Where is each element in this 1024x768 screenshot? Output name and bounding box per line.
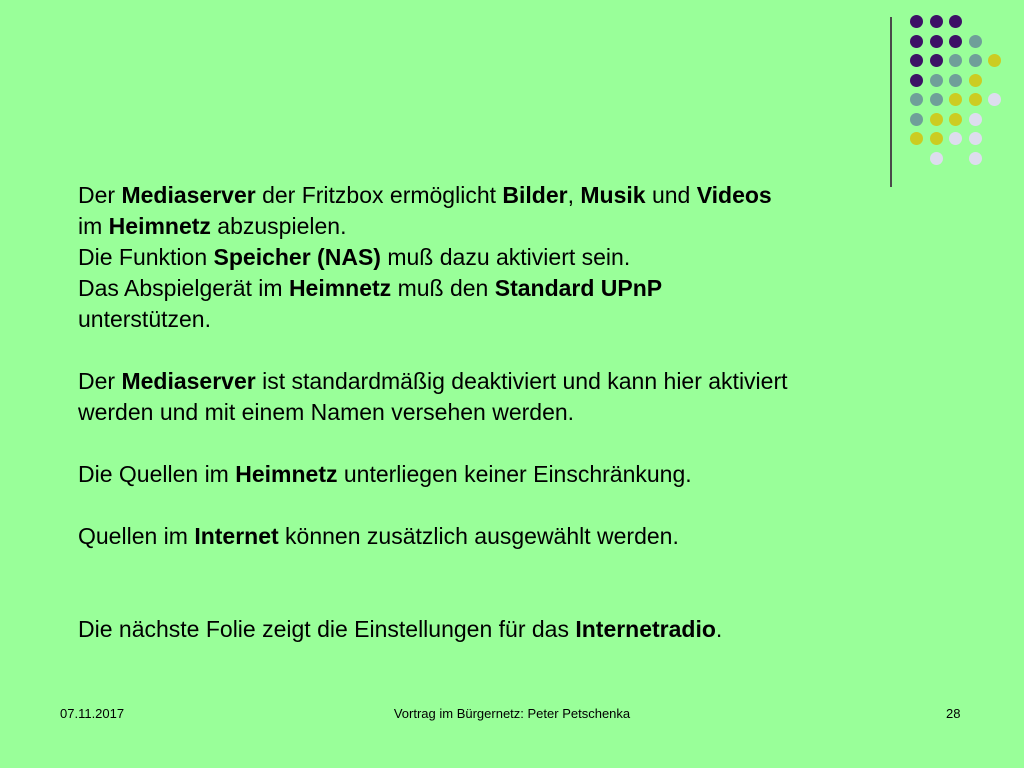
decorative-dot xyxy=(949,132,962,145)
text-run: Der xyxy=(78,368,122,394)
footer-title: Vortrag im Bürgernetz: Peter Petschenka xyxy=(393,706,631,721)
decorative-dot xyxy=(930,54,943,67)
body-line xyxy=(78,273,878,304)
body-line xyxy=(78,304,878,335)
text-run: im xyxy=(78,213,109,239)
decorative-dot xyxy=(969,132,982,145)
text-run: können zusätzlich ausgewählt werden. xyxy=(278,523,679,549)
decorative-dot xyxy=(969,93,982,106)
decorative-dot xyxy=(969,74,982,87)
text-run: Der xyxy=(78,182,122,208)
decorative-dot xyxy=(930,15,943,28)
vertical-divider-line xyxy=(890,17,892,187)
decorative-dot xyxy=(949,74,962,87)
bold-term: Heimnetz xyxy=(235,461,338,487)
bold-term: Internetradio xyxy=(575,616,716,642)
decorative-dot xyxy=(949,54,962,67)
text-run: muß dazu aktiviert sein. xyxy=(380,244,631,270)
footer-date: 07.11.2017 xyxy=(60,706,125,721)
body-line xyxy=(78,180,878,211)
bold-term: Speicher (NAS) xyxy=(213,244,381,270)
text-run: der Fritzbox ermöglicht xyxy=(255,182,503,208)
text-run: Quellen im xyxy=(78,523,195,549)
text-run: abzuspielen. xyxy=(210,213,347,239)
text-run: Die Quellen im xyxy=(78,461,236,487)
decorative-dot xyxy=(969,35,982,48)
decorative-dot xyxy=(910,54,923,67)
text-run: ist standardmäßig deaktiviert und kann hier aktiviert xyxy=(255,368,788,394)
decorative-dot xyxy=(910,15,923,28)
decorative-dot xyxy=(988,54,1001,67)
decorative-dot xyxy=(949,35,962,48)
bold-term: Videos xyxy=(696,182,772,208)
body-line xyxy=(78,614,878,645)
text-run: werden und mit einem Namen versehen werden. xyxy=(78,399,575,425)
body-line xyxy=(78,521,878,552)
decorative-dot xyxy=(930,93,943,106)
decorative-dot xyxy=(910,113,923,126)
text-run: Die Funktion xyxy=(78,244,214,270)
text-run: Das Abspielgerät im xyxy=(78,275,289,301)
text-run: muß den xyxy=(391,275,495,301)
bold-term: Internet xyxy=(194,523,279,549)
decorative-dot xyxy=(969,152,982,165)
bold-term: Heimnetz xyxy=(288,275,392,301)
decorative-dot xyxy=(949,93,962,106)
body-line xyxy=(78,366,878,397)
decorative-dot xyxy=(949,113,962,126)
decorative-dot xyxy=(910,74,923,87)
dot-grid-decoration xyxy=(910,15,1010,175)
decorative-dot xyxy=(910,132,923,145)
text-run: Die nächste Folie zeigt die Einstellungen für das xyxy=(78,616,576,642)
bold-term: Bilder xyxy=(502,182,568,208)
footer-page-number: 28 xyxy=(946,706,961,721)
decorative-dot xyxy=(910,93,923,106)
decorative-dot xyxy=(988,93,1001,106)
decorative-dot xyxy=(930,35,943,48)
text-run: und xyxy=(645,182,697,208)
bold-term: Mediaserver xyxy=(121,368,256,394)
bold-term: Heimnetz xyxy=(108,213,211,239)
decorative-dot xyxy=(969,54,982,67)
body-line xyxy=(78,459,878,490)
text-run: . xyxy=(715,616,723,642)
body-line xyxy=(78,397,878,428)
slide-body xyxy=(78,180,878,645)
decorative-dot xyxy=(949,15,962,28)
decorative-dot xyxy=(969,113,982,126)
bold-term: Mediaserver xyxy=(121,182,256,208)
decorative-dot xyxy=(930,113,943,126)
decorative-dot xyxy=(930,132,943,145)
text-run: unterliegen keiner Einschränkung. xyxy=(337,461,692,487)
decorative-dot xyxy=(910,35,923,48)
bold-term: Musik xyxy=(580,182,646,208)
bold-term: Standard UPnP xyxy=(494,275,663,301)
decorative-dot xyxy=(930,74,943,87)
text-run: , xyxy=(567,182,581,208)
text-run: unterstützen. xyxy=(78,306,211,332)
decorative-dot xyxy=(930,152,943,165)
body-line xyxy=(78,242,878,273)
body-line xyxy=(78,211,878,242)
